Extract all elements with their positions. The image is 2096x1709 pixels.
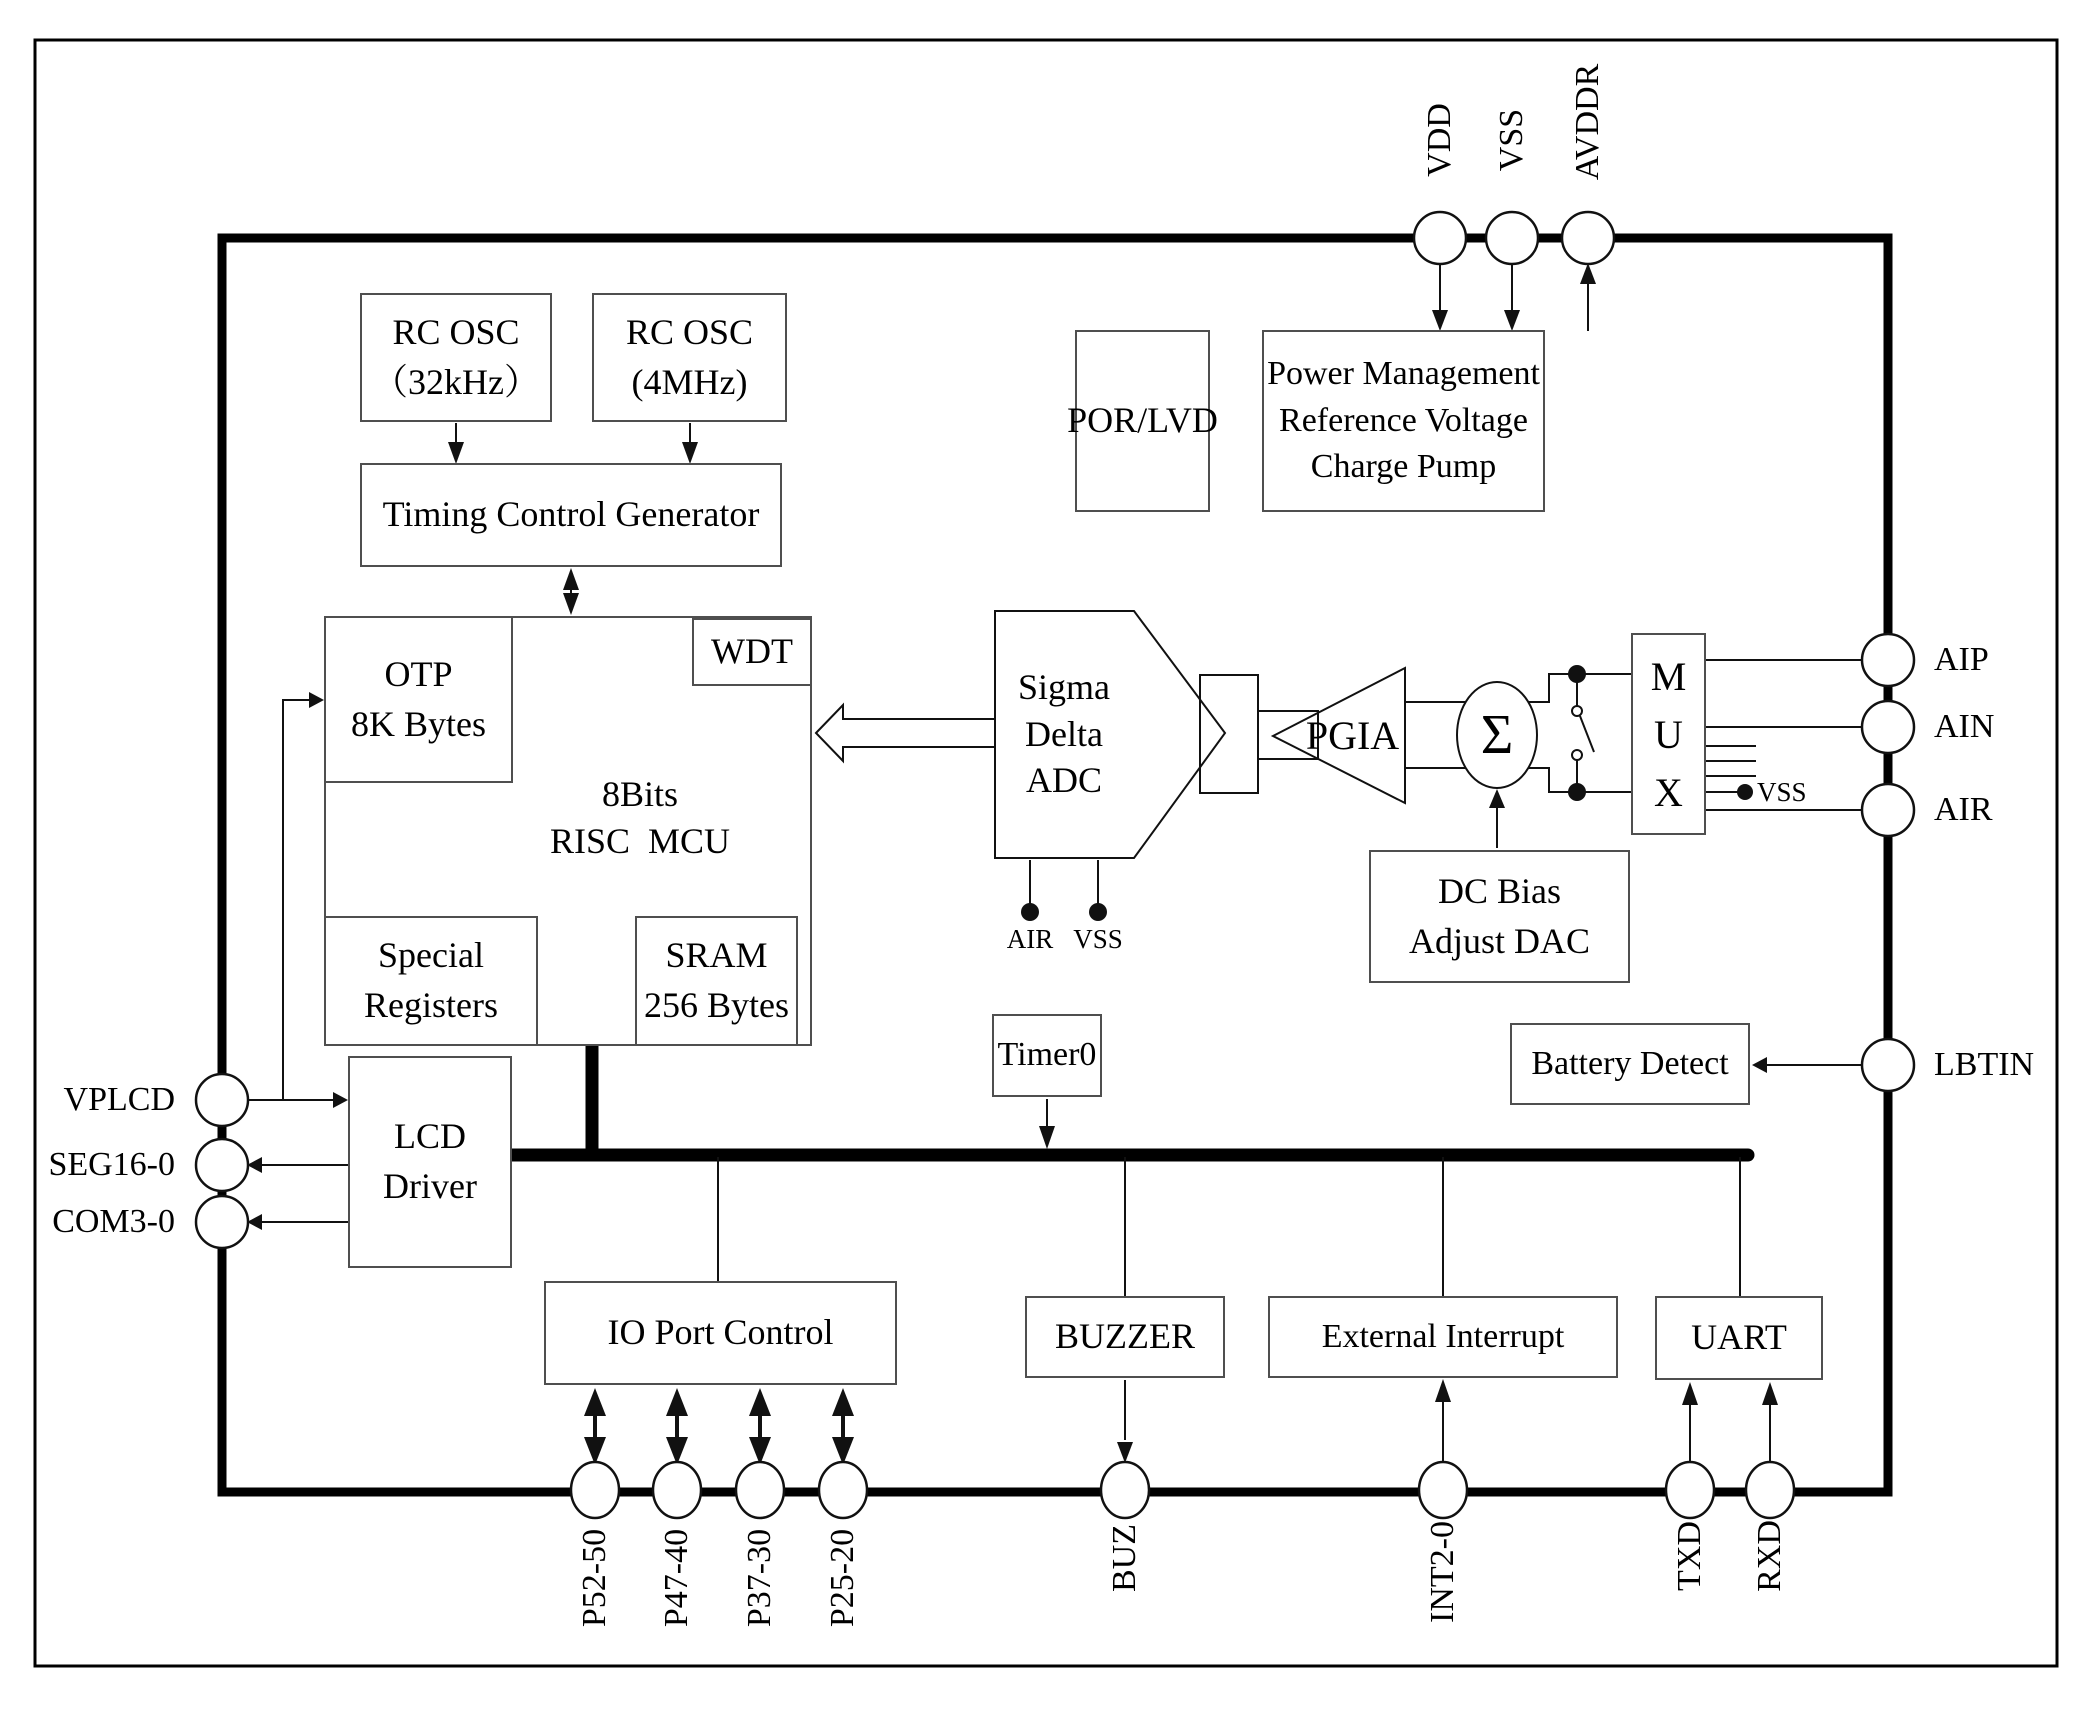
uart-label: UART <box>1691 1317 1787 1358</box>
wdt-label: WDT <box>711 631 793 672</box>
block-dc-bias-dac <box>1369 850 1630 983</box>
adc-label <box>984 666 1144 801</box>
pin-label-p25-20: P25-20 <box>824 1528 861 1628</box>
block-rc-osc-32k <box>360 293 552 422</box>
special-line1: Special <box>378 935 484 976</box>
wire-power-to-avddr <box>1580 263 1596 331</box>
wire-lcd-to-com <box>247 1214 348 1230</box>
block-buzzer <box>1025 1296 1225 1378</box>
mux-line2: U <box>1654 712 1683 757</box>
block-timing-control-generator <box>360 463 782 567</box>
block-power-management <box>1262 330 1545 512</box>
block-special-registers <box>324 916 538 1046</box>
wire-txd-to-uart <box>1682 1382 1698 1463</box>
timer0-label: Timer0 <box>997 1036 1097 1074</box>
net-label-adc-air: AIR <box>1006 924 1054 955</box>
wire-lcd-to-seg <box>247 1157 348 1173</box>
pin-label-seg16-0: SEG16-0 <box>48 1146 175 1183</box>
pin-label-vss: VSS <box>1493 108 1530 172</box>
wire-vdd-to-power <box>1432 264 1448 331</box>
wire-buzzer-to-buz <box>1117 1380 1133 1463</box>
wire-ioport-p25 <box>832 1388 854 1465</box>
pin-label-vdd: VDD <box>1421 103 1458 177</box>
block-sram <box>635 916 798 1046</box>
pin-lbtin-pad <box>1862 1039 1914 1091</box>
pin-label-air: AIR <box>1934 791 1993 828</box>
pin-air-pad <box>1862 784 1914 836</box>
pin-label-p47-40: P47-40 <box>658 1528 695 1628</box>
wire-vplcd-to-lcd <box>247 1092 348 1108</box>
pin-label-txd: TXD <box>1671 1521 1708 1591</box>
net-label-adc-vss: VSS <box>1073 924 1123 955</box>
pin-label-vplcd: VPLCD <box>63 1081 175 1118</box>
otp-line2: 8K Bytes <box>351 703 486 744</box>
wire-vss-to-power <box>1504 264 1520 331</box>
power-line1: Power Management <box>1267 354 1540 392</box>
pin-label-com3-0: COM3-0 <box>52 1203 175 1240</box>
pin-label-ain: AIN <box>1934 708 1995 745</box>
dcbias-line1: DC Bias <box>1437 870 1561 911</box>
otp-line1: OTP <box>384 653 453 694</box>
pin-ain-pad <box>1862 701 1914 753</box>
block-battery-detect <box>1510 1023 1750 1105</box>
special-line2: Registers <box>364 985 498 1025</box>
pin-vss-pad <box>1486 212 1538 264</box>
block-lcd-driver <box>348 1056 512 1268</box>
lcd-line1: LCD <box>394 1116 466 1157</box>
pin-label-p52-50: P52-50 <box>576 1528 613 1628</box>
block-uart <box>1655 1296 1823 1380</box>
adc-to-mcu-hollow-arrow <box>816 705 995 761</box>
mcu-line2: RISC MCU <box>549 820 731 861</box>
pin-label-int2-0: INT2-0 <box>1424 1521 1461 1623</box>
block-timer0 <box>992 1014 1102 1097</box>
wire-rcosc32k-to-timing <box>448 423 464 464</box>
wire-dac-to-summer <box>1489 789 1505 848</box>
adc-ref-stubs <box>1021 860 1107 921</box>
wire-int-to-extint <box>1435 1379 1451 1463</box>
mcu-line1: 8Bits <box>601 773 679 814</box>
por-lvd-label: POR/LVD <box>1067 400 1218 441</box>
wire-vplcd-otp-feed <box>283 692 324 1100</box>
dcbias-line2: Adjust DAC <box>1408 920 1591 961</box>
pin-label-buz: BUZ <box>1106 1524 1143 1592</box>
block-por-lvd <box>1067 330 1218 512</box>
rc-osc-4m-line2: (4MHz) <box>631 361 748 402</box>
wire-ioport-p47 <box>666 1388 688 1465</box>
mux-line3: X <box>1654 770 1683 815</box>
external-interrupt-label: External Interrupt <box>1321 1317 1565 1355</box>
rc-osc-4m-line1: RC OSC <box>625 311 754 352</box>
wire-timing-mcu-bidir <box>563 568 579 615</box>
wire-rxd-to-uart <box>1762 1382 1778 1463</box>
wire-ioport-p52 <box>584 1388 606 1465</box>
rc-osc-32k-line1: RC OSC <box>392 311 520 352</box>
power-line2: Reference Voltage <box>1279 401 1528 439</box>
pin-seg-pad <box>196 1139 248 1191</box>
lcd-line2: Driver <box>383 1166 477 1206</box>
sram-line1: SRAM <box>665 935 768 976</box>
pin-label-aip: AIP <box>1934 641 1989 678</box>
io-port-label: IO Port Control <box>607 1312 834 1353</box>
pin-vplcd-pad <box>196 1074 248 1126</box>
adc-line3: ADC <box>1025 760 1102 801</box>
pin-label-rxd: RXD <box>1751 1520 1788 1592</box>
pin-label-p37-30: P37-30 <box>741 1528 778 1628</box>
wire-ioport-p37 <box>749 1388 771 1465</box>
block-wdt <box>692 618 812 686</box>
pin-com-pad <box>196 1196 248 1248</box>
pin-label-avddr: AVDDR <box>1569 63 1606 181</box>
block-io-port-control <box>544 1281 897 1385</box>
net-label-mux-vss: VSS <box>1757 776 1807 807</box>
adc-line1: Sigma <box>1017 666 1110 707</box>
summer-label: Σ <box>1480 703 1514 766</box>
block-otp <box>324 616 513 783</box>
power-line3: Charge Pump <box>1310 448 1497 486</box>
pgia-label: PGIA <box>1305 713 1400 758</box>
pin-label-lbtin: LBTIN <box>1934 1046 2035 1083</box>
sram-line2: 256 Bytes <box>643 985 789 1025</box>
chop-switch <box>1568 665 1594 801</box>
mux-line1: M <box>1650 654 1687 699</box>
timing-control-label: Timing Control Generator <box>382 494 760 535</box>
buzzer-label: BUZZER <box>1055 1316 1195 1357</box>
wire-rcosc4m-to-timing <box>682 423 698 464</box>
adc-line2: Delta <box>1025 713 1103 754</box>
wire-lbtin-to-battery <box>1752 1057 1862 1073</box>
wire-timer0-to-bus <box>1039 1099 1055 1149</box>
rc-osc-32k-line2: （32kHz） <box>372 361 540 402</box>
block-rc-osc-4m <box>592 293 787 422</box>
pin-avddr-pad <box>1562 212 1614 264</box>
block-mux <box>1631 633 1706 835</box>
pin-vdd-pad <box>1414 212 1466 264</box>
risc-mcu-label <box>545 760 735 875</box>
block-external-interrupt <box>1268 1296 1618 1378</box>
battery-detect-label: Battery Detect <box>1531 1044 1729 1082</box>
pin-aip-pad <box>1862 634 1914 686</box>
